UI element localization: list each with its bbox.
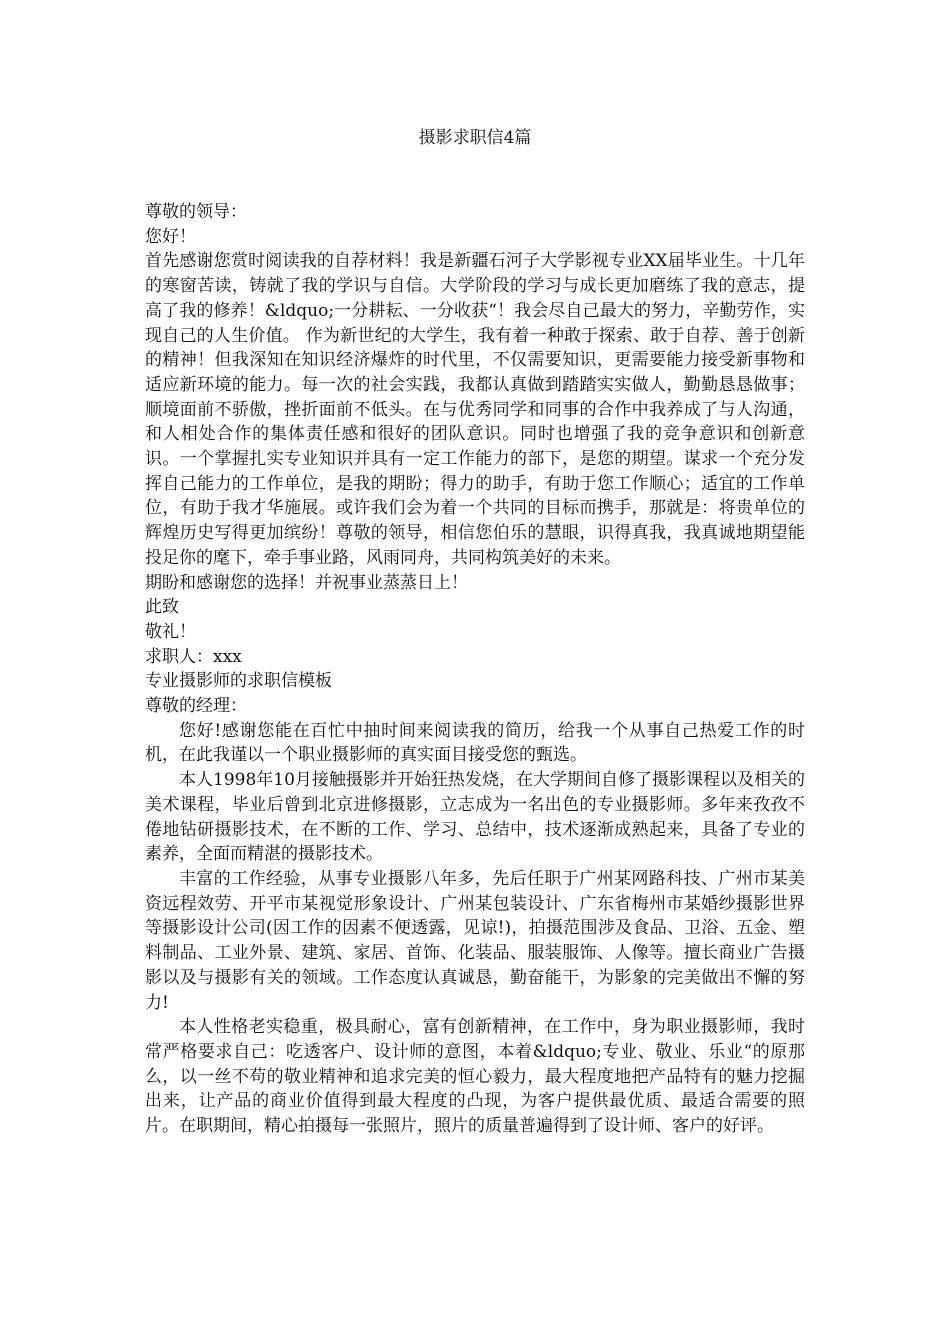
letter2-heading: 专业摄影师的求职信模板 [145,671,332,692]
letter1-closing-wish: 期盼和感谢您的选择！并祝事业蒸蒸日上！ [145,572,468,593]
letter1-salutation: 尊敬的领导： [145,202,247,222]
letter2-paragraph-2: 本人1998年10月接触摄影并开始狂热发烧，在大学期间自修了摄影课程以及相关的美术课程，毕业后曾到北京进修摄影，立志成为一名出色的专业摄影师。多年来孜孜不倦地钻研摄影技术，在不断的工作、学习、总结中，技术逐渐成熟起来，具备了专业的素养，全面而精湛的摄影技术。 [145,770,805,865]
letter1-greeting: 您好！ [145,226,196,247]
letter2-salutation: 尊敬的经理： [145,696,247,717]
letter1-body: 首先感谢您赏时阅读我的自荐材料！我是新疆石河子大学影视专业XX届毕业生。十几年的寒窗苦读，铸就了我的学识与自信。大学阶段的学习与成长更加磨练了我的意志，提高了我的修养！&ldquo;一分耕耘、一分收获“！我会尽自己最大的努力，辛勤劳作，实现自己的人生价值。 作为新世纪的大学生，我有着一种敢于探索、敢于自荐、善于创新的精神！但我深知在知识经济爆炸的时代里，不仅需要知识，更需要能力接受新事物和适应新环境的能力。每一次的社会实践，我都认真做到踏踏实实做人，勤勤恳恳做事；顺境面前不骄傲，挫折面前不低头。在与优秀同学和同事的合作中我养成了与人沟通，和人相处合作的集体责任感和很好的团队意识。同时也增强了我的竞争意识和创新意识。一个掌握扎实专业知识并具有一定工作能力的部下，是您的期望。谋求一个充分发挥自己能力的工作单位，是我的期盼；得力的助手，有助于您工作顺心；适宜的工作单位，有助于我才华施展。或许我们会为着一个共同的目标而携手，那就是：将贵单位的辉煌历史写得更加缤纷！尊敬的领导，相信您伯乐的慧眼，识得真我，我真诚地期望能投足你的麾下，牵手事业路，风雨同舟，共同构筑美好的未来。 [145,251,805,568]
letter1-signature: 求职人：xxx [145,646,242,667]
letter2-paragraph-3: 丰富的工作经验，从事专业摄影八年多，先后任职于广州某网路科技、广州市某美资远程效劳、开平市某视觉形象设计、广州某包装设计、广东省梅州市某婚纱摄影世界等摄影设计公司(因工作的因素不便透露，见谅!)，拍摄范围涉及食品、卫浴、五金、塑料制品、工业外景、建筑、家居、首饰、化装品、服装服饰、人像等。擅长商业广告摄影以及与摄影有关的领域。工作态度认真诚恳，勤奋能干，为影象的完美做出不懈的努力! [145,868,805,1013]
letter2-paragraph-4: 本人性格老实稳重，极具耐心，富有创新精神，在工作中，身为职业摄影师，我时常严格要求自己：吃透客户、设计师的意图，本着&ldquo;专业、敬业、乐业“的原那么，以一丝不苟的敬业精神和追求完美的恒心毅力，最大程度地把产品特有的魅力挖掘出来，让产品的商业价值得到最大程度的凸现，为客户提供最优质、最适合需要的照片。在职期间，精心拍摄每一张照片，照片的质量普遍得到了设计师、客户的好评。 [145,1017,805,1137]
document-title: 摄影求职信4篇 [418,128,532,148]
letter2-paragraph-1: 您好!感谢您能在百忙中抽时间来阅读我的简历，给我一个从事自己热爱工作的时机，在此我谨以一个职业摄影师的真实面目接受您的甄选。 [145,720,805,766]
letter1-closing-1: 此致 [145,597,179,618]
document-body [145,200,805,1139]
letter1-closing-2: 敬礼！ [145,621,196,642]
